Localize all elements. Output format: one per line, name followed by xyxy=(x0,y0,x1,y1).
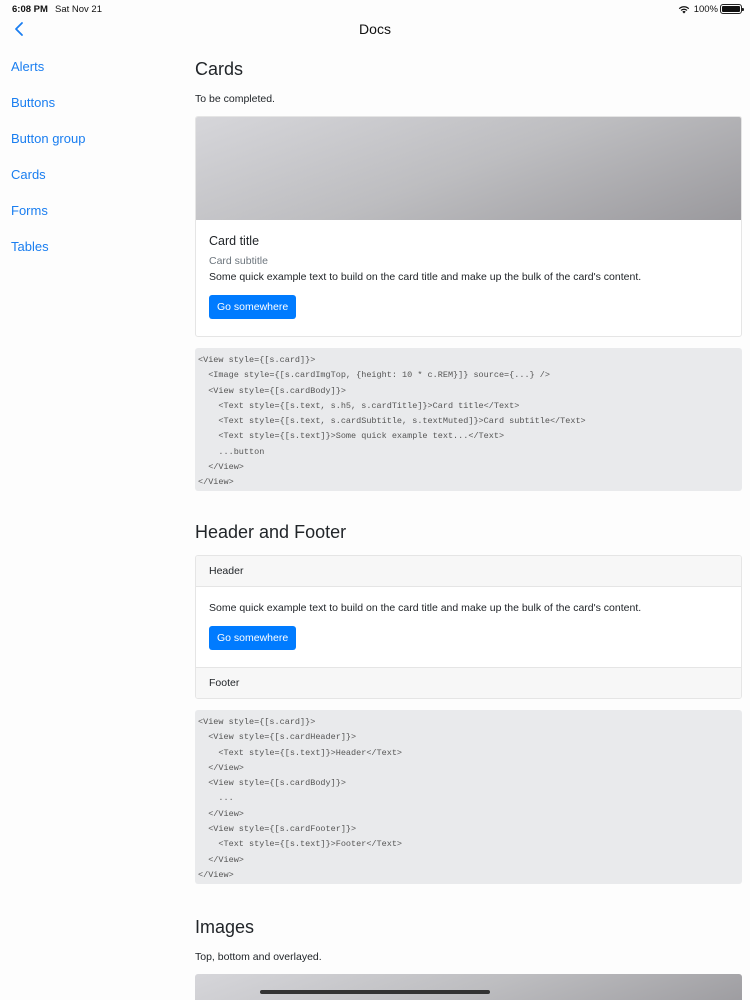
code-line: <Text style={[s.text, s.h5, s.cardTitle]}>Card title</Text> xyxy=(198,400,520,411)
status-bar xyxy=(0,0,750,18)
card-text: Some quick example text to build on the card title and make up the bulk of the card's content. xyxy=(209,602,642,614)
code-line: </View> xyxy=(198,462,244,473)
main-content[interactable] xyxy=(195,56,742,1000)
go-somewhere-button[interactable]: Go somewhere xyxy=(209,626,296,650)
wifi-icon xyxy=(678,5,690,14)
code-line: </View> xyxy=(198,854,244,865)
sidebar-item-button-group[interactable]: Button group xyxy=(11,131,86,146)
code-line: <Text style={[s.text]}>Header</Text> xyxy=(198,747,403,758)
code-line: </View> xyxy=(198,477,234,488)
image-card-placeholder xyxy=(195,974,742,1000)
section-lead-images: Top, bottom and overlayed. xyxy=(195,951,322,963)
home-indicator xyxy=(260,990,490,994)
code-line: </View> xyxy=(198,808,244,819)
sidebar-item-alerts[interactable]: Alerts xyxy=(11,59,45,74)
card-image-placeholder xyxy=(196,117,741,220)
code-line: <Text style={[s.text]}>Some quick example text...</Text> xyxy=(198,431,505,442)
card-text: Some quick example text to build on the card title and make up the bulk of the card's content. xyxy=(209,271,642,283)
go-somewhere-button[interactable]: Go somewhere xyxy=(209,295,296,319)
code-line: <Image style={[s.cardImgTop, {height: 10 * c.REM}]} source={...} /> xyxy=(198,370,550,381)
code-line: <Text style={[s.text]}>Footer</Text> xyxy=(198,839,403,850)
navigation-bar xyxy=(0,18,750,42)
code-line: <View style={[s.cardHeader]}> xyxy=(198,732,357,743)
section-title-images: Images xyxy=(195,917,255,937)
code-line: ... xyxy=(198,793,234,804)
status-indicators xyxy=(678,4,718,15)
card-body xyxy=(196,220,741,336)
code-block-header-footer xyxy=(195,710,742,884)
card-title: Card title xyxy=(209,234,260,248)
card-subtitle: Card subtitle xyxy=(209,255,268,267)
sidebar xyxy=(0,50,175,266)
code-line: </View> xyxy=(198,869,234,880)
code-line: <View style={[s.card]}> xyxy=(198,355,316,365)
code-line: <View style={[s.cardBody]}> xyxy=(198,778,346,789)
card-body xyxy=(196,587,741,667)
card-footer: Footer xyxy=(196,667,741,698)
sidebar-item-buttons[interactable]: Buttons xyxy=(11,95,56,110)
sidebar-item-tables[interactable]: Tables xyxy=(11,239,49,254)
header-footer-card xyxy=(195,555,742,699)
section-lead-cards: To be completed. xyxy=(195,93,275,105)
code-line: <View style={[s.card]}> xyxy=(198,717,316,727)
code-line: </View> xyxy=(198,762,244,773)
battery-icon xyxy=(720,4,742,14)
section-title-header-footer: Header and Footer xyxy=(195,522,347,542)
status-time: 6:08 PM xyxy=(12,4,48,15)
status-date: Sat Nov 21 xyxy=(55,4,102,15)
battery-percent: 100% xyxy=(693,4,718,15)
example-card xyxy=(195,116,742,337)
code-block-cards xyxy=(195,348,742,491)
code-line: ...button xyxy=(198,446,265,457)
sidebar-item-cards[interactable]: Cards xyxy=(11,167,46,182)
nav-title: Docs xyxy=(359,21,391,37)
section-title-cards: Cards xyxy=(195,59,244,79)
code-line: <View style={[s.cardFooter]}> xyxy=(198,824,357,835)
card-header: Header xyxy=(196,556,741,587)
code-line: <Text style={[s.text, s.cardSubtitle, s.textMuted]}>Card subtitle</Text> xyxy=(198,416,586,427)
code-line: <View style={[s.cardBody]}> xyxy=(198,385,346,396)
sidebar-item-forms[interactable]: Forms xyxy=(11,203,48,218)
